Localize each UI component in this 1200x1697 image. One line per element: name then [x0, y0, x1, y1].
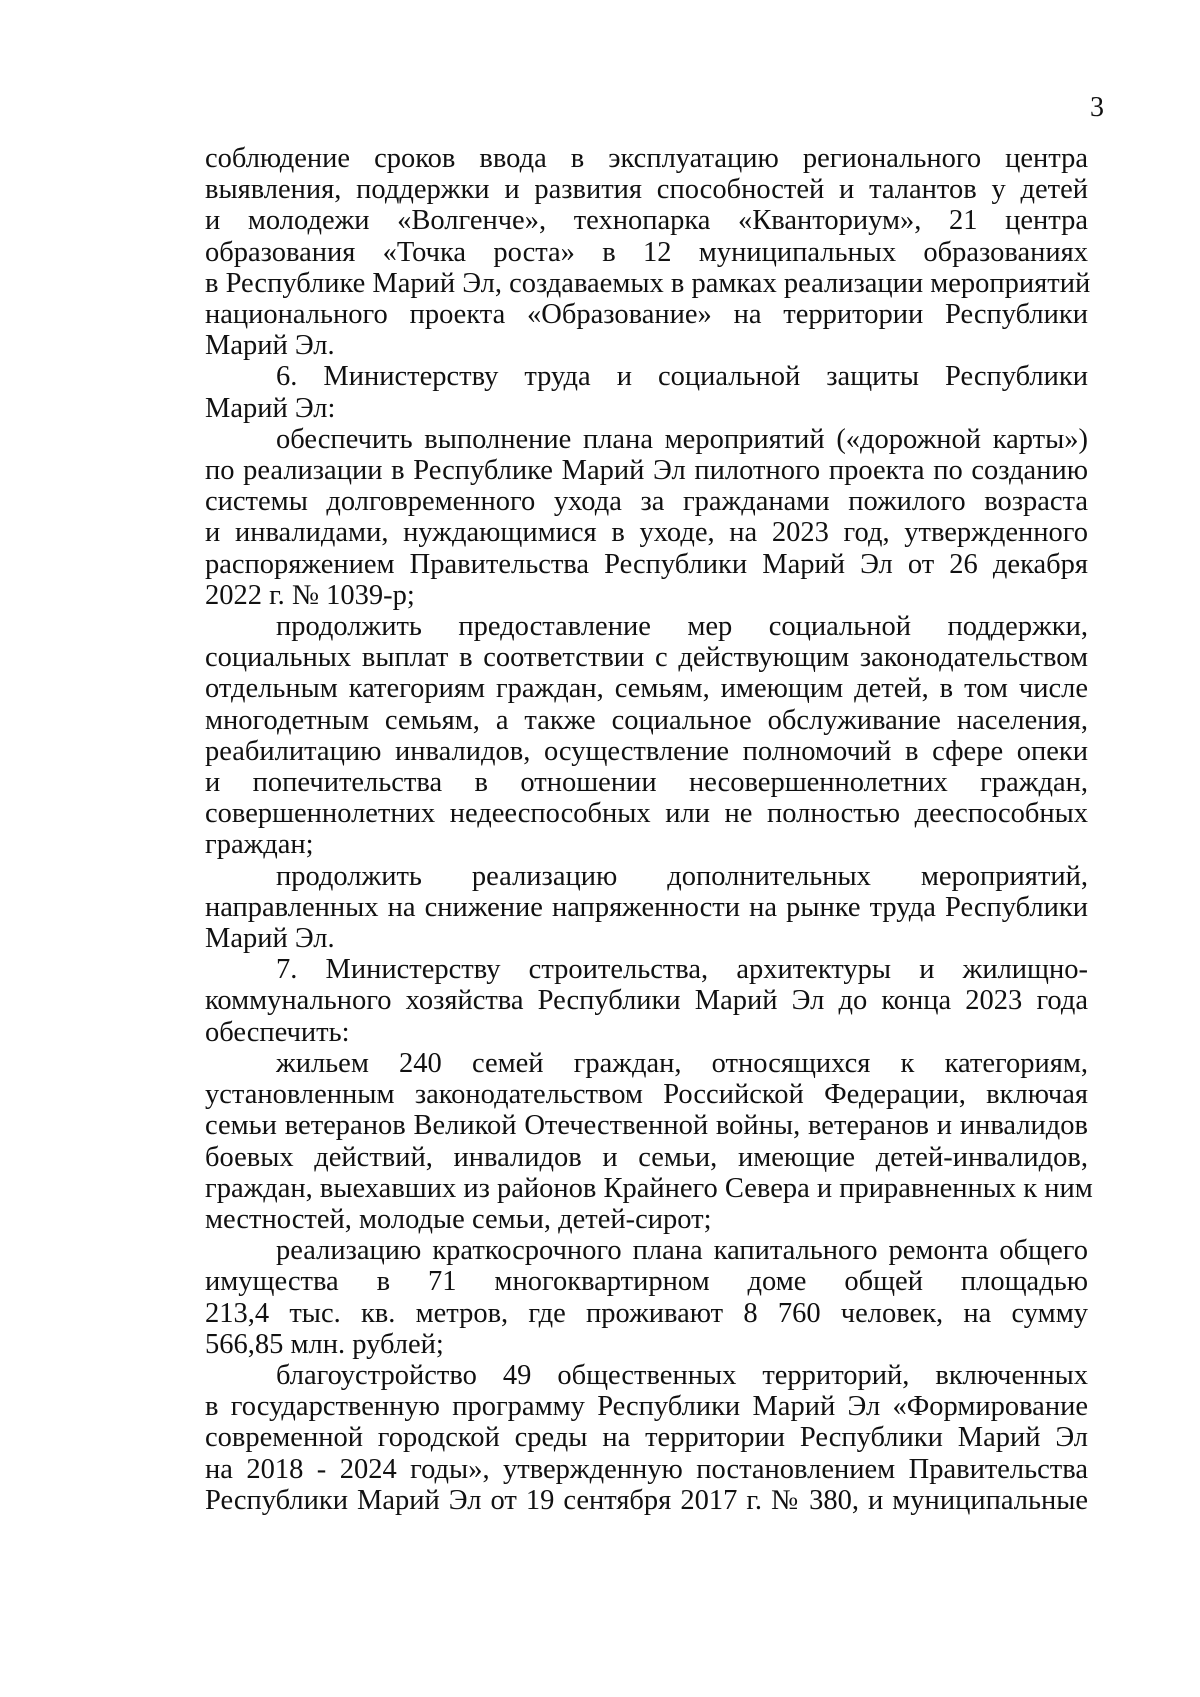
paragraph [205, 861, 1088, 955]
text-line: 213,4 тыс. кв. метров, где проживают 8 760 человек, на сумму [205, 1297, 1088, 1329]
paragraph [205, 143, 1091, 362]
text-line: в государственную программу Республики Марий Эл «Формирование [205, 1391, 1088, 1423]
text-line: Марий Эл: [205, 392, 336, 424]
text-line: продолжить реализацию дополнительных мероприятий, [276, 860, 1088, 892]
text-line: коммунального хозяйства Республики Марий Эл до конца 2023 года [205, 985, 1088, 1017]
text-line: многодетным семьям, а также социальное обслуживание населения, [205, 704, 1088, 736]
document-body [205, 143, 1093, 1516]
paragraph [205, 1047, 1093, 1235]
text-line: 7. Министерству строительства, архитектуры и жилищно- [276, 954, 1088, 986]
paragraph [205, 361, 1088, 423]
text-line: по реализации в Республике Марий Эл пилотного проекта по созданию [205, 455, 1088, 487]
text-line: боевых действий, инвалидов и семьи, имеющие детей-инвалидов, [205, 1141, 1088, 1173]
text-line: образования «Точка роста» в 12 муниципальных образованиях [205, 236, 1088, 268]
text-line: на 2018 - 2024 годы», утвержденную постановлением Правительства [205, 1453, 1088, 1485]
paragraph [205, 1235, 1088, 1360]
text-line: жильем 240 семей граждан, относящихся к категориям, [276, 1047, 1088, 1079]
paragraph [205, 954, 1088, 1048]
text-line: реализацию краткосрочного плана капитального ремонта общего [276, 1235, 1088, 1267]
text-line: системы долговременного ухода за гражданами пожилого возраста [205, 486, 1088, 518]
text-line: совершеннолетних недееспособных или не полностью дееспособных [205, 798, 1088, 830]
text-line: национального проекта «Образование» на территории Республики [205, 299, 1088, 331]
text-line: имущества в 71 многоквартирном доме общей площадью [205, 1266, 1088, 1298]
text-line: социальных выплат в соответствии с действующим законодательством [205, 642, 1088, 674]
text-line: и молодежи «Волгенче», технопарка «Кванториум», 21 центра [205, 205, 1088, 237]
text-line: 6. Министерству труда и социальной защиты Республики [276, 361, 1088, 393]
text-line: Республики Марий Эл от 19 сентября 2017 г. № 380, и муниципальные [205, 1484, 1088, 1516]
text-line: семьи ветеранов Великой Отечественной войны, ветеранов и инвалидов [205, 1110, 1088, 1142]
text-line: местностей, молодые семьи, детей-сирот; [205, 1203, 712, 1235]
text-line: установленным законодательством Российской Федерации, включая [205, 1079, 1088, 1111]
text-line: обеспечить: [205, 1016, 350, 1048]
text-line: выявления, поддержки и развития способностей и талантов у детей [205, 174, 1088, 206]
text-line: отдельным категориям граждан, семьям, имеющим детей, в том числе [205, 673, 1088, 705]
text-line: граждан; [205, 829, 314, 861]
text-line: благоустройство 49 общественных территорий, включенных [276, 1359, 1088, 1391]
text-line: распоряжением Правительства Республики Марий Эл от 26 декабря [205, 548, 1088, 580]
text-line: 2022 г. № 1039-р; [205, 579, 415, 611]
text-line: граждан, выехавших из районов Крайнего Севера и приравненных к ним [205, 1172, 1093, 1204]
text-line: реабилитацию инвалидов, осуществление полномочий в сфере опеки [205, 735, 1088, 767]
paragraph [205, 1360, 1088, 1516]
text-line: 566,85 млн. рублей; [205, 1328, 444, 1360]
text-line: Марий Эл. [205, 330, 335, 362]
text-line: Марий Эл. [205, 923, 335, 955]
text-line: и инвалидами, нуждающимися в уходе, на 2023 год, утвержденного [205, 517, 1088, 549]
paragraph [205, 424, 1088, 611]
text-line: и попечительства в отношении несовершеннолетних граждан, [205, 767, 1088, 799]
text-line: в Республике Марий Эл, создаваемых в рамках реализации мероприятий [205, 267, 1091, 299]
text-line: продолжить предоставление мер социальной поддержки, [276, 611, 1088, 643]
text-line: современной городской среды на территории Республики Марий Эл [205, 1422, 1088, 1454]
text-line: направленных на снижение напряженности на рынке труда Республики [205, 891, 1088, 923]
text-line: обеспечить выполнение плана мероприятий («дорожной карты») [276, 423, 1088, 455]
paragraph [205, 611, 1088, 861]
page-number: 3 [1090, 92, 1104, 123]
text-line: соблюдение сроков ввода в эксплуатацию регионального центра [205, 143, 1088, 174]
